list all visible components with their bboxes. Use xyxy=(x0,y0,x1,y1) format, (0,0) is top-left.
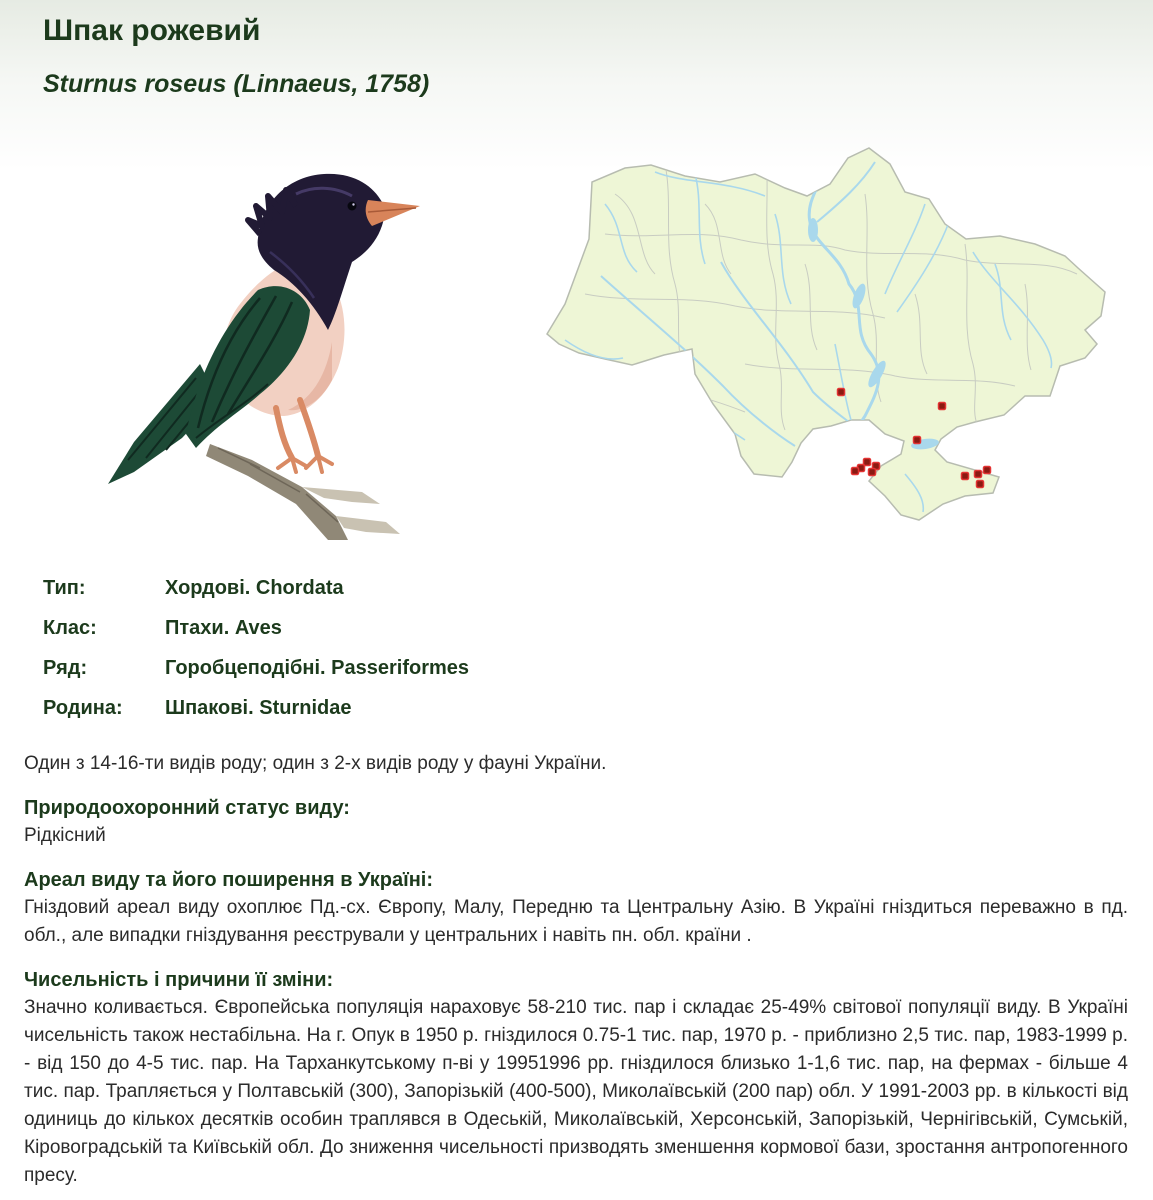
distribution-dot xyxy=(984,467,991,474)
taxonomy-value: Шпакові. Sturnidae xyxy=(165,696,352,719)
page-header xyxy=(0,0,1153,98)
distribution-dot xyxy=(962,473,969,480)
taxonomy-value: Горобцеподібні. Passeriformes xyxy=(165,656,470,679)
section-heading: Ареал виду та його поширення в Україні: xyxy=(24,869,433,891)
taxonomy-label: Клас: xyxy=(43,616,97,639)
taxonomy-row xyxy=(43,648,1153,688)
ukraine-outline xyxy=(547,148,1105,520)
article-body xyxy=(24,750,1128,1190)
taxonomy-row xyxy=(43,608,1153,648)
distribution-dot xyxy=(838,389,845,396)
figures-row xyxy=(0,142,1153,542)
distribution-dot xyxy=(977,481,984,488)
taxonomy-value: Птахи. Aves xyxy=(165,616,282,639)
taxonomy-label: Тип: xyxy=(43,576,86,599)
taxonomy-table xyxy=(43,568,1153,728)
ukraine-map xyxy=(545,144,1110,526)
section-population xyxy=(24,967,1128,1190)
distribution-dot xyxy=(869,469,876,476)
latin-name: Sturnus roseus (Linnaeus, 1758) xyxy=(43,70,430,98)
section-text: Рідкісний xyxy=(24,825,106,846)
bird-beak xyxy=(366,200,420,226)
section-status xyxy=(24,795,1128,850)
distribution-dot xyxy=(939,403,946,410)
taxonomy-value: Хордові. Chordata xyxy=(165,576,344,599)
taxonomy-label: Ряд: xyxy=(43,656,88,679)
branch xyxy=(206,444,400,540)
intro-line: Один з 14-16-ти видів роду; один з 2-х видів роду у фауні України. xyxy=(24,753,607,774)
distribution-dot xyxy=(852,468,859,475)
distribution-dot xyxy=(914,437,921,444)
section-heading: Природоохоронний статус виду: xyxy=(24,797,350,819)
bird-eye xyxy=(348,202,357,211)
distribution-dot xyxy=(975,471,982,478)
section-range xyxy=(24,867,1128,950)
section-text: Гніздовий ареал виду охоплює Пд.-сх. Європу, Малу, Передню та Центральну Азію. В Україні гніздиться переважно в пд. обл., але випадки гніздування реєстрували у центральних і навіть пн. обл. країни . xyxy=(24,897,1128,946)
taxonomy-row xyxy=(43,688,1153,728)
bird-illustration xyxy=(100,142,450,540)
page-title: Шпак рожевий xyxy=(43,14,261,47)
taxonomy-row xyxy=(43,568,1153,608)
section-text: Значно коливається. Європейська популяція нараховує 58-210 тис. пар і складає 25-49% світової популяції виду. В Україні чисельність також нестабільна. На г. Опук в 1950 р. гніздилося 0.75-1 тис. пар, 1970 р. - приблизно 2,5 тис. пар, 1983-1999 р. - від 150 до 4-5 тис. пар. На Тарханкутському п-ві у 19951996 рр. гніздилося близько 1-1,6 тис. пар, на фермах - більше 4 тис. пар. Трапляється у Полтавській (300), Запорізькій (400-500), Миколаївській (200 пар) обл. У 1991-2003 рр. в кількості від одиниць до кількох десятків особин траплявся в Одеській, Миколаївській, Херсонській, Запорізькій, Чернігівській, Сумській, Кіровоградській та Київській обл. До зниження чисельності призводять зменшення кормової бази, зростання антропогенного пресу. xyxy=(24,997,1128,1186)
taxonomy-label: Родина: xyxy=(43,696,123,719)
section-heading: Чисельність і причини її зміни: xyxy=(24,969,334,991)
